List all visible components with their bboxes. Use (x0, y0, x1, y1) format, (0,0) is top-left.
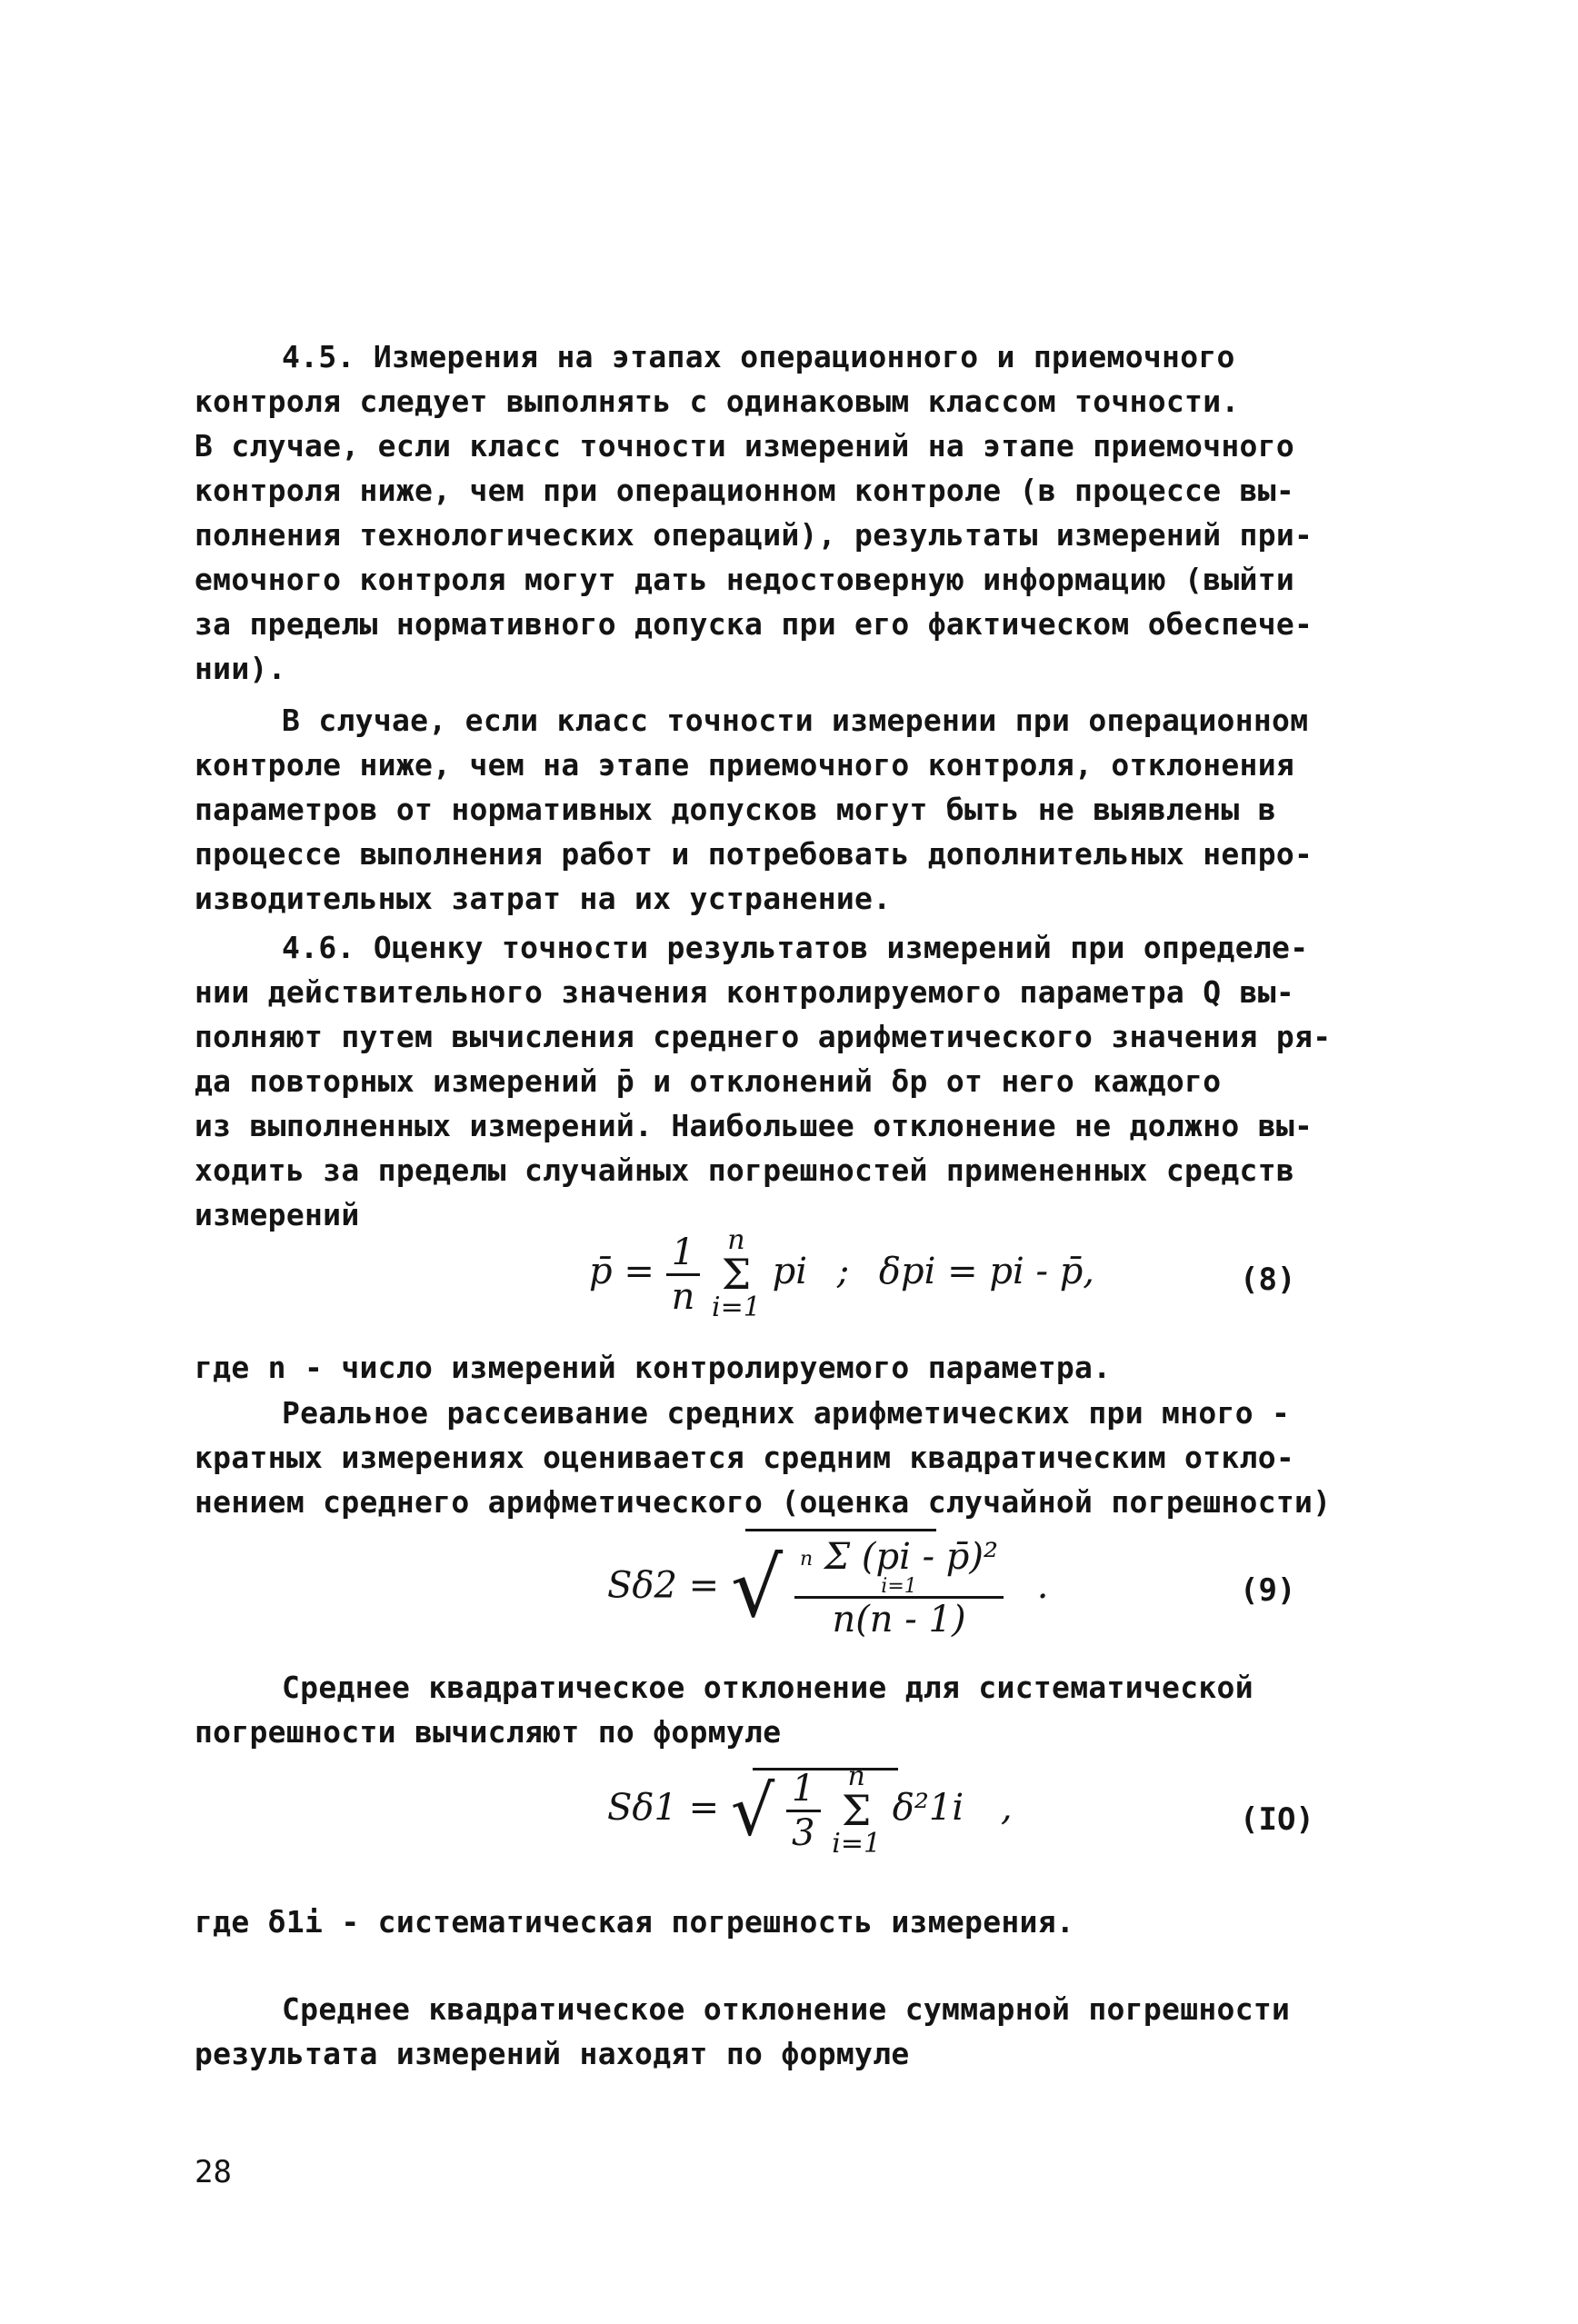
text-line: где δ1i - систематическая погрешность измерения. (195, 1904, 1075, 1940)
eq9-sum-top: n (799, 1548, 814, 1571)
text-line: контроле ниже, чем на этапе приемочного контроля, отклонения (195, 747, 1295, 783)
text-line: полнения технологических операций), результаты измерений при- (195, 517, 1313, 553)
text-line: 4.5. Измерения на этапах операционного и приемочного (282, 339, 1235, 374)
text-line: измерений (195, 1197, 360, 1232)
paragraph-4-5 (195, 334, 1322, 691)
text-line: да повторных измерений p̄ и отклонений δp от него каждого (195, 1063, 1222, 1099)
equation-9: Sδ2 = √ n Σ (pi - p̄)² i=1 n(n - 1) . (607, 1536, 1049, 1641)
eq8-rhs2: δpi = pi - p̄, (878, 1251, 1095, 1292)
text-line: кратных измерениях оценивается средним квадратическим откло- (195, 1440, 1295, 1475)
eq8-frac-den: n (671, 1275, 695, 1318)
paragraph-real-dispersion (195, 1391, 1332, 1524)
text-line: нии действительного значения контролируемого параметра Q вы- (195, 974, 1295, 1010)
eq10-sum-bottom: i=1 (832, 1828, 882, 1860)
eq8-frac-num: 1 (666, 1232, 701, 1276)
text-line: 4.6. Оценку точности результатов измерений при определе- (282, 930, 1309, 965)
paragraph-systematic (195, 1665, 1322, 1754)
text-line: где n - число измерений контролируемого параметра. (195, 1350, 1112, 1385)
eq9-sum-bottom: i=1 (881, 1575, 917, 1598)
text-line: полняют путем вычисления среднего арифметического значения ря- (195, 1019, 1332, 1054)
eq10-fraction (786, 1768, 820, 1854)
text-line: нением среднего арифметического (оценка случайной погрешности) (195, 1484, 1332, 1520)
eq9-denominator: n(n - 1) (832, 1599, 966, 1641)
equation-9-number: (9) (1240, 1572, 1296, 1609)
text-line: параметров от нормативных допусков могут быть не выявлены в (195, 792, 1276, 827)
eq10-tail: , (1000, 1787, 1013, 1829)
eq8-lhs: p̄ (589, 1251, 613, 1292)
where-n-line (195, 1345, 1322, 1390)
eq8-term: pi (772, 1251, 807, 1292)
paragraph-4-5-b (195, 698, 1322, 921)
eq10-frac-den: 3 (792, 1811, 815, 1854)
text-line: В случае, если класс точности измерений на этапе приемочного (195, 428, 1295, 464)
text-line: контроля ниже, чем при операционном контроле (в процессе вы- (195, 473, 1295, 508)
text-line: Среднее квадратическое отклонение для систематической (282, 1670, 1253, 1705)
eq9-root-bar (745, 1529, 936, 1531)
paragraph-total-error (195, 1987, 1322, 2076)
where-delta-line (195, 1900, 1322, 1944)
eq10-root-bar (753, 1768, 898, 1770)
eq9-tail: . (1036, 1564, 1049, 1607)
eq8-fraction (666, 1232, 701, 1318)
text-line: за пределы нормативного допуска при его фактическом обеспече- (195, 606, 1313, 642)
eq8-sum-top: n (727, 1224, 745, 1256)
equation-10: Sδ1 = √ $\frac{1}{3}$ n Σ i=1 δ²1i , (607, 1760, 1013, 1860)
text-line: погрешности вычисляют по формуле (195, 1714, 782, 1750)
text-line: результата измерений находят по формуле (195, 2036, 910, 2071)
eq9-fraction (794, 1536, 1004, 1641)
text-line: Среднее квадратическое отклонение суммарной погрешности (282, 1991, 1291, 2027)
eq10-sum-top: n (847, 1760, 865, 1792)
page-number: 28 (195, 2154, 232, 2190)
text-line: изводительных затрат на их устранение. (195, 881, 892, 916)
eq10-term: δ²1i (892, 1787, 964, 1829)
eq9-frac-num (794, 1536, 1004, 1599)
text-line: емочного контроля могут дать недостоверную информацию (выйти (195, 562, 1295, 597)
eq8-separator: ; (836, 1251, 850, 1292)
text-line: ходить за пределы случайных погрешностей примененных средств (195, 1152, 1295, 1188)
text-line: В случае, если класс точности измерении при операционном (282, 703, 1309, 738)
equation-10-number: (IO) (1240, 1801, 1314, 1838)
text-line: контроля следует выполнять с одинаковым классом точности. (195, 384, 1240, 419)
eq8-sum: n Σ i=1 (712, 1224, 761, 1323)
paragraph-4-6 (195, 925, 1332, 1237)
eq8-sum-bottom: i=1 (712, 1292, 761, 1323)
eq10-frac-num: 1 (786, 1768, 820, 1812)
eq9-lhs: Sδ2 = (607, 1564, 720, 1607)
equation-8-number: (8) (1240, 1262, 1296, 1298)
text-line: Реальное рассеивание средних арифметических при много - (282, 1395, 1291, 1431)
text-line: процессе выполнения работ и потребовать дополнительных непро- (195, 836, 1313, 872)
equation-8: p̄ = $\frac{1}{n}$ n Σ i=1 pi ; δpi = pi - p̄, (589, 1224, 1095, 1323)
eq10-lhs: Sδ1 = (607, 1787, 720, 1829)
eq10-sum: n Σ i=1 (832, 1760, 882, 1860)
text-line: из выполненных измерений. Наибольшее отклонение не должно вы- (195, 1108, 1313, 1143)
eq9-numerator: Σ (pi - p̄)² (824, 1536, 999, 1578)
text-line: нии). (195, 651, 286, 686)
